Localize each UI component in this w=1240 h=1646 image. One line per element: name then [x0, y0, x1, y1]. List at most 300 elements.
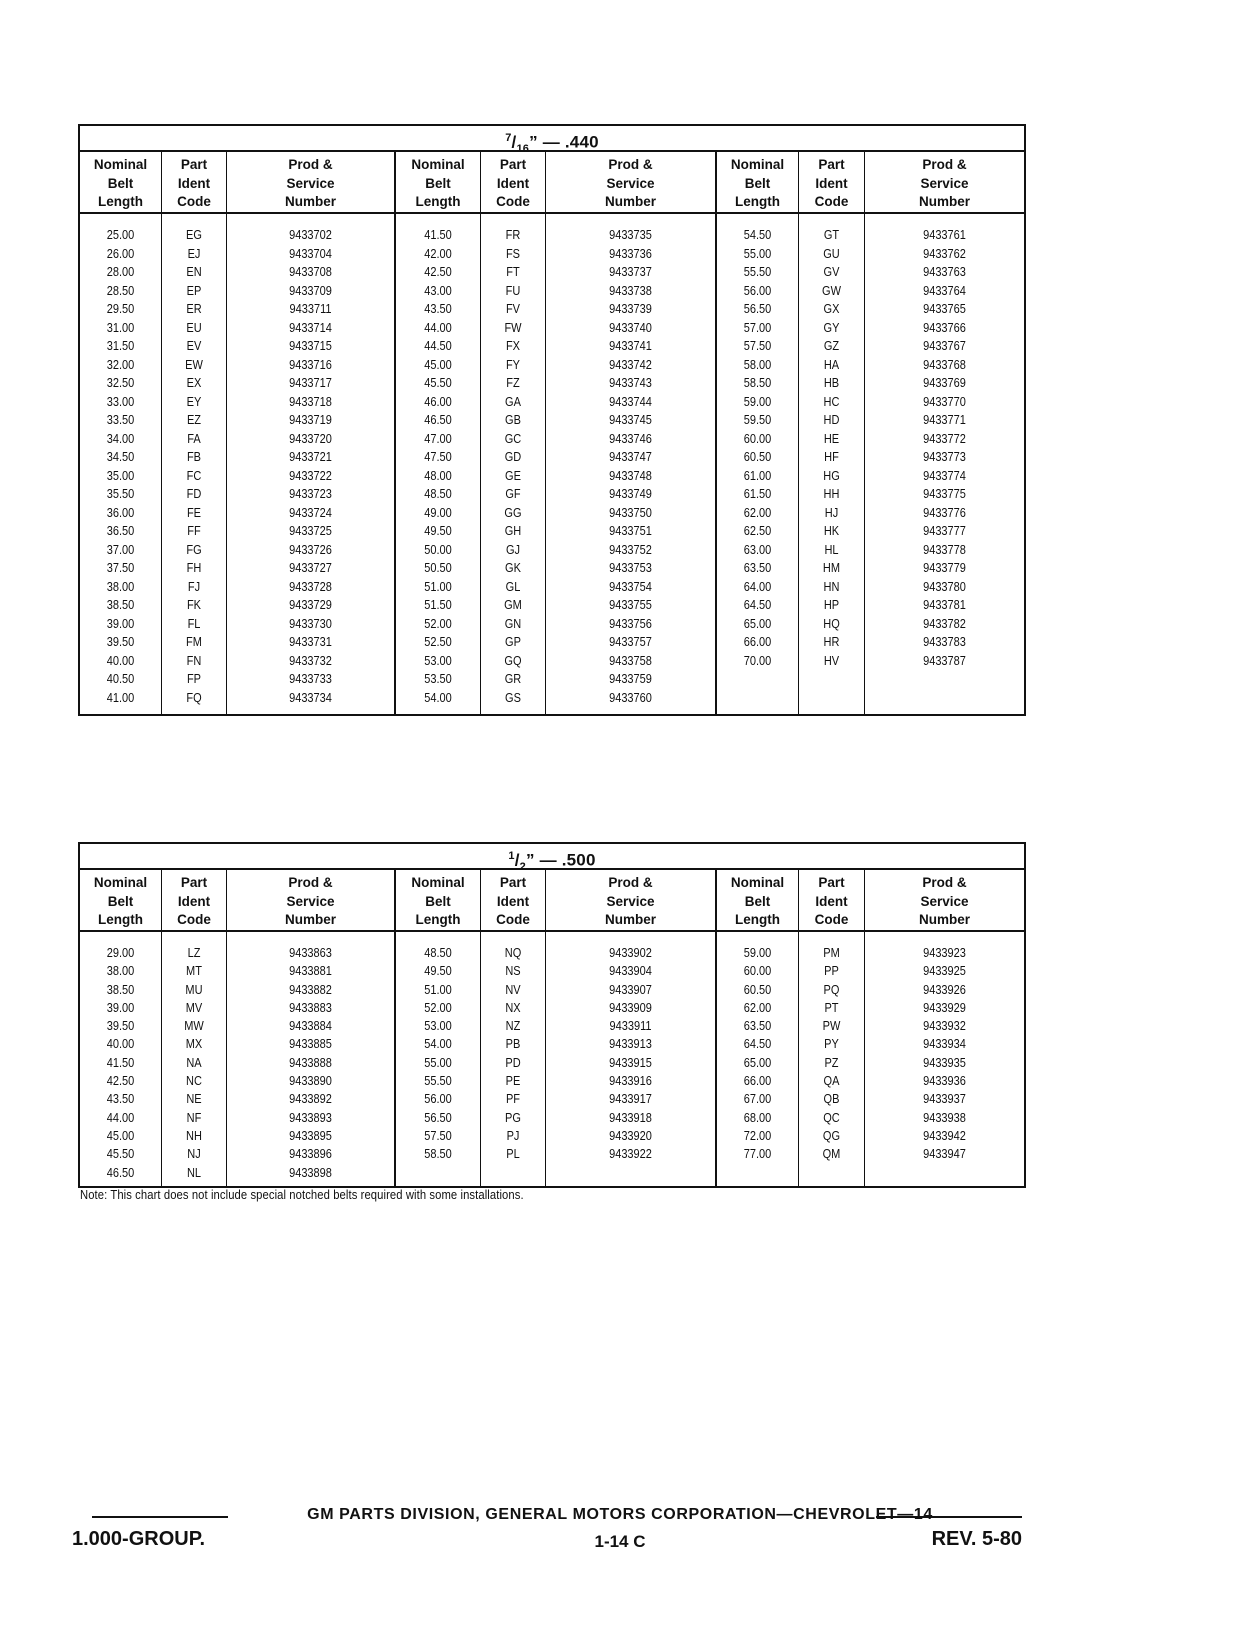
table-cell: 47.50: [424, 450, 452, 464]
table-cell: 32.50: [106, 376, 135, 390]
table-cell: 68.00: [743, 1110, 772, 1125]
table-cell: 9433727: [289, 561, 332, 575]
table-cell: 9433723: [289, 487, 332, 501]
table-cell: PZ: [824, 1055, 839, 1070]
table-cell: PD: [505, 1055, 521, 1070]
table-cell: NH: [186, 1128, 202, 1143]
table-cell: NF: [186, 1110, 202, 1125]
table-cell: 41.50: [106, 1055, 135, 1070]
table-cell: HD: [823, 413, 840, 427]
table-cell: 9433916: [609, 1074, 652, 1089]
table-cell: 9433902: [609, 946, 652, 960]
table-cell: 52.00: [424, 1000, 452, 1015]
table-cell: 38.50: [106, 982, 135, 997]
table-cell: 9433882: [289, 982, 332, 997]
table-cell: GP: [505, 635, 521, 649]
table-cell: 9433890: [289, 1074, 332, 1089]
table-cell: 66.00: [743, 1074, 772, 1089]
table-cell: 33.50: [106, 413, 135, 427]
table-cell: 9433775: [923, 487, 966, 501]
belt-table-7-16: [78, 124, 1026, 716]
column-number: [227, 152, 396, 714]
table-cell: MW: [184, 1019, 204, 1034]
table-cell: 25.00: [106, 228, 135, 242]
table-cell: GW: [822, 283, 841, 298]
table-cell: 60.50: [743, 982, 772, 997]
table-cell: 9433904: [609, 964, 652, 979]
table-cell: EV: [186, 339, 202, 353]
table-cell: HE: [823, 431, 840, 446]
table-cell: 48.00: [424, 468, 452, 483]
table-cell: 9433911: [609, 1019, 652, 1034]
table-cell: 9433741: [609, 339, 652, 353]
table-cell: GX: [823, 302, 840, 316]
table-cell: 9433918: [609, 1110, 652, 1125]
table-columns: [80, 870, 1024, 1186]
table-cell: FD: [186, 487, 202, 501]
table-cell: 46.50: [424, 413, 452, 427]
table-cell: 9433935: [923, 1055, 966, 1070]
table-cell: GU: [823, 246, 840, 261]
table-cell: PW: [822, 1019, 841, 1034]
column-header: Prod & Service Number: [546, 152, 715, 214]
table-cell: 39.50: [106, 635, 135, 649]
table-cell: 9433942: [923, 1128, 966, 1143]
table-cell: 9433767: [923, 339, 966, 353]
table-cell: 9433883: [289, 1000, 332, 1015]
table-cell: 9433756: [609, 616, 652, 631]
column-header: Prod & Service Number: [227, 870, 394, 932]
table-cell: 59.50: [743, 413, 772, 427]
table-cell: 51.00: [424, 982, 452, 997]
table-cell: GR: [504, 672, 522, 686]
table-cell: GJ: [505, 542, 521, 557]
table-cell: GN: [504, 616, 522, 631]
table-cell: 9433734: [289, 690, 332, 705]
table-cell: GZ: [823, 339, 840, 353]
table-cell: 9433748: [609, 468, 652, 483]
table-cell: 9433743: [609, 376, 652, 390]
table-cell: FP: [186, 672, 202, 686]
table-cell: GM: [504, 598, 522, 612]
table-cell: 9433724: [289, 505, 332, 520]
table-cell: 60.00: [743, 431, 772, 446]
column-header: Part Ident Code: [799, 870, 864, 932]
table-cell: 54.00: [424, 690, 452, 705]
table-cell: FJ: [187, 579, 201, 594]
table-cell: PM: [823, 946, 840, 960]
table-cell: HH: [823, 487, 840, 501]
footer-revision: REV. 5-80: [931, 1528, 1022, 1550]
table-cell: 9433776: [923, 505, 966, 520]
table-cell: MT: [186, 964, 202, 979]
table-cell: 9433735: [609, 228, 652, 242]
table-cell: 48.50: [424, 487, 452, 501]
table-cell: 9433711: [289, 302, 332, 316]
table-cell: HV: [823, 653, 840, 668]
table-cell: FS: [505, 246, 521, 261]
table-cell: 9433762: [923, 246, 966, 261]
table-cell: FV: [505, 302, 521, 316]
table-cell: 9433753: [609, 561, 652, 575]
table-cell: 64.50: [743, 598, 772, 612]
column-code: [162, 870, 227, 1186]
table-cell: 9433926: [923, 982, 966, 997]
table-cell: 9433769: [923, 376, 966, 390]
table-cell: 9433896: [289, 1147, 332, 1162]
table-cell: FT: [506, 265, 520, 279]
table-cell: 9433782: [923, 616, 966, 631]
table-cell: 9433720: [289, 431, 332, 446]
column-header: Part Ident Code: [481, 152, 545, 214]
table-cell: 51.50: [424, 598, 452, 612]
table-cell: 46.00: [424, 394, 452, 409]
table-cell: GQ: [504, 653, 522, 668]
table-cell: EZ: [186, 413, 202, 427]
table-cell: 9433718: [289, 394, 332, 409]
table-cell: FQ: [186, 690, 202, 705]
table-cell: 53.50: [424, 672, 452, 686]
column-number: [227, 870, 396, 1186]
table-cell: EG: [186, 228, 202, 242]
table-cell: 9433716: [289, 357, 332, 372]
column-code: [481, 870, 546, 1186]
table-cell: 62.00: [743, 1000, 772, 1015]
table-cell: EW: [185, 357, 203, 372]
column-number: [546, 152, 717, 714]
table-cell: 59.00: [743, 394, 772, 409]
table-cell: 9433925: [923, 964, 966, 979]
table-cell: 9433746: [609, 431, 652, 446]
table-cell: 31.50: [106, 339, 135, 353]
table-cell: 45.50: [106, 1147, 135, 1162]
table-cell: 48.50: [424, 946, 452, 960]
chart-note: Note: This chart does not include special notched belts required with some installations.: [80, 1188, 524, 1202]
table-cell: FG: [186, 542, 202, 557]
table-cell: 42.50: [106, 1074, 135, 1089]
table-cell: 45.00: [106, 1128, 135, 1143]
table-cell: 54.50: [743, 228, 772, 242]
table-cell: 9433709: [289, 283, 332, 298]
column-number: [865, 870, 1024, 1186]
table-cell: FW: [504, 320, 522, 335]
column-length: [396, 870, 481, 1186]
table-cell: 28.50: [106, 283, 135, 298]
table-cell: FH: [186, 561, 202, 575]
table-cell: 9433722: [289, 468, 332, 483]
table-cell: FU: [505, 283, 521, 298]
table-cell: 9433929: [923, 1000, 966, 1015]
table-cell: QA: [823, 1074, 840, 1089]
table-cell: 9433881: [289, 964, 332, 979]
table-cell: 60.50: [743, 450, 772, 464]
table-title: $^1/_2$” — .500: [80, 844, 1024, 870]
table-cell: 56.00: [743, 283, 772, 298]
table-cell: 9433747: [609, 450, 652, 464]
table-cell: FC: [186, 468, 202, 483]
table-cell: 63.00: [743, 542, 772, 557]
table-cell: FX: [505, 339, 521, 353]
table-cell: NE: [186, 1092, 202, 1107]
table-cell: 9433780: [923, 579, 966, 594]
column-length: [80, 870, 162, 1186]
table-cell: 9433888: [289, 1055, 332, 1070]
table-cell: GD: [504, 450, 522, 464]
table-cell: 9433725: [289, 524, 332, 538]
table-cell: 72.00: [743, 1128, 772, 1143]
table-cell: 9433761: [923, 228, 966, 242]
table-cell: FN: [186, 653, 202, 668]
table-cell: 9433760: [609, 690, 652, 705]
table-cell: 67.00: [743, 1092, 772, 1107]
footer-page-number: 1-14 C: [594, 1532, 646, 1551]
table-cell: 55.00: [743, 246, 772, 261]
table-cell: HA: [823, 357, 840, 372]
column-code: [799, 870, 865, 1186]
table-cell: 58.50: [424, 1147, 452, 1162]
table-cell: 9433750: [609, 505, 652, 520]
column-header: Nominal Belt Length: [80, 152, 161, 214]
table-cell: 56.50: [743, 302, 772, 316]
column-header: Nominal Belt Length: [717, 152, 798, 214]
table-cell: 44.00: [106, 1110, 135, 1125]
column-header: Prod & Service Number: [865, 152, 1024, 214]
table-cell: 42.50: [424, 265, 452, 279]
table-cell: 62.50: [743, 524, 772, 538]
table-cell: 49.50: [424, 524, 452, 538]
table-cell: HG: [823, 468, 840, 483]
table-cell: 9433738: [609, 283, 652, 298]
table-cell: 70.00: [743, 653, 772, 668]
table-cell: HJ: [824, 505, 839, 520]
table-cell: 37.50: [106, 561, 135, 575]
table-cell: 31.00: [106, 320, 135, 335]
table-cell: HN: [823, 579, 840, 594]
table-cell: HM: [822, 561, 841, 575]
table-cell: PT: [824, 1000, 839, 1015]
table-cell: 9433884: [289, 1019, 332, 1034]
table-cell: PF: [505, 1092, 521, 1107]
table-cell: NX: [505, 1000, 521, 1015]
column-header: Prod & Service Number: [227, 152, 394, 214]
table-cell: 9433766: [923, 320, 966, 335]
column-length: [80, 152, 162, 714]
table-cell: NA: [186, 1055, 202, 1070]
table-cell: 9433937: [923, 1092, 966, 1107]
table-cell: 9433726: [289, 542, 332, 557]
table-cell: 32.00: [106, 357, 135, 372]
table-cell: 49.00: [424, 505, 452, 520]
table-cell: 62.00: [743, 505, 772, 520]
table-cell: NL: [186, 1165, 202, 1180]
table-cell: FK: [186, 598, 202, 612]
table-cell: NC: [186, 1074, 202, 1089]
table-cell: PQ: [823, 982, 840, 997]
table-cell: 9433749: [609, 487, 652, 501]
table-cell: 9433932: [923, 1019, 966, 1034]
table-cell: GV: [823, 265, 840, 279]
column-code: [162, 152, 227, 714]
table-cell: GA: [505, 394, 521, 409]
table-cell: 9433907: [609, 982, 652, 997]
table-cell: 51.00: [424, 579, 452, 594]
table-cell: 9433787: [923, 653, 966, 668]
table-cell: 43.00: [424, 283, 452, 298]
column-number: [865, 152, 1024, 714]
table-cell: HB: [823, 376, 840, 390]
table-cell: PL: [506, 1147, 520, 1162]
table-cell: 9433893: [289, 1110, 332, 1125]
table-cell: 57.00: [743, 320, 772, 335]
table-cell: 60.00: [743, 964, 772, 979]
table-cell: 9433936: [923, 1074, 966, 1089]
table-cell: EN: [186, 265, 202, 279]
table-cell: NZ: [505, 1019, 521, 1034]
column-header: Nominal Belt Length: [396, 152, 480, 214]
table-cell: 9433779: [923, 561, 966, 575]
table-cell: PY: [824, 1037, 839, 1052]
table-cell: 40.00: [106, 1037, 135, 1052]
table-cell: 9433745: [609, 413, 652, 427]
column-header: Nominal Belt Length: [717, 870, 798, 932]
footer-division: GM PARTS DIVISION, GENERAL MOTORS CORPORATION—CHEVROLET—14: [307, 1506, 933, 1523]
table-cell: LZ: [187, 946, 201, 960]
belt-table-1-2: [78, 842, 1026, 1188]
table-cell: 9433923: [923, 946, 966, 960]
table-cell: 39.50: [106, 1019, 135, 1034]
table-cell: 50.00: [424, 542, 452, 557]
table-cell: 61.50: [743, 487, 772, 501]
table-cell: EU: [186, 320, 202, 335]
table-cell: 9433729: [289, 598, 332, 612]
table-cell: 36.00: [106, 505, 135, 520]
table-cell: FL: [187, 616, 201, 631]
table-cell: 9433708: [289, 265, 332, 279]
column-header: Part Ident Code: [799, 152, 864, 214]
table-cell: 9433754: [609, 579, 652, 594]
table-cell: FR: [505, 228, 521, 242]
table-cell: 45.50: [424, 376, 452, 390]
table-cell: 9433895: [289, 1128, 332, 1143]
table-cell: GF: [505, 487, 521, 501]
table-cell: GH: [504, 524, 522, 538]
table-cell: 43.50: [424, 302, 452, 316]
table-cell: 58.00: [743, 357, 772, 372]
table-cell: 9433704: [289, 246, 332, 261]
table-cell: 9433719: [289, 413, 332, 427]
table-cell: 9433783: [923, 635, 966, 649]
table-cell: 9433922: [609, 1147, 652, 1162]
table-cell: 40.50: [106, 672, 135, 686]
table-cell: 52.00: [424, 616, 452, 631]
table-cell: NV: [505, 982, 521, 997]
table-cell: 9433739: [609, 302, 652, 316]
table-cell: QB: [823, 1092, 840, 1107]
table-cell: 46.50: [106, 1165, 135, 1180]
table-cell: 9433763: [923, 265, 966, 279]
column-code: [799, 152, 865, 714]
table-cell: 57.50: [424, 1128, 452, 1143]
table-cell: 9433885: [289, 1037, 332, 1052]
table-cell: FY: [505, 357, 521, 372]
table-cell: EY: [186, 394, 202, 409]
table-cell: 9433755: [609, 598, 652, 612]
table-cell: 9433733: [289, 672, 332, 686]
table-cell: MV: [185, 1000, 203, 1015]
table-cell: 9433765: [923, 302, 966, 316]
table-cell: 9433938: [923, 1110, 966, 1125]
table-title: $^7/_{16}$” — .440: [80, 126, 1024, 152]
column-header: Prod & Service Number: [865, 870, 1024, 932]
column-length: [717, 152, 799, 714]
table-cell: 66.00: [743, 635, 772, 649]
table-cell: 35.00: [106, 468, 135, 483]
table-cell: ER: [186, 302, 202, 316]
table-cell: 9433702: [289, 228, 332, 242]
table-cell: 9433777: [923, 524, 966, 538]
table-cell: 9433751: [609, 524, 652, 538]
column-header: Prod & Service Number: [546, 870, 715, 932]
table-cell: 41.00: [106, 690, 135, 705]
table-cell: 63.50: [743, 1019, 772, 1034]
table-cell: 9433744: [609, 394, 652, 409]
table-cell: 56.50: [424, 1110, 452, 1125]
table-cell: GY: [823, 320, 840, 335]
table-cell: HQ: [823, 616, 840, 631]
table-cell: FE: [186, 505, 202, 520]
table-cell: 55.50: [743, 265, 772, 279]
table-cell: 37.00: [106, 542, 135, 557]
column-length: [717, 870, 799, 1186]
table-cell: 9433757: [609, 635, 652, 649]
table-cell: FF: [187, 524, 201, 538]
table-cell: 52.50: [424, 635, 452, 649]
table-cell: 49.50: [424, 964, 452, 979]
table-cell: 59.00: [743, 946, 772, 960]
column-header: Part Ident Code: [162, 152, 226, 214]
column-number: [546, 870, 717, 1186]
table-cell: 9433898: [289, 1165, 332, 1180]
table-cell: 9433774: [923, 468, 966, 483]
table-cell: 53.00: [424, 1019, 452, 1034]
column-code: [481, 152, 546, 714]
table-cell: 34.50: [106, 450, 135, 464]
table-cell: NQ: [504, 946, 522, 960]
table-cell: 41.50: [424, 228, 452, 242]
table-cell: 9433934: [923, 1037, 966, 1052]
table-cell: 9433917: [609, 1092, 652, 1107]
table-cell: 9433920: [609, 1128, 652, 1143]
table-cell: 65.00: [743, 1055, 772, 1070]
table-cell: 9433758: [609, 653, 652, 668]
table-cell: 54.00: [424, 1037, 452, 1052]
table-cell: 40.00: [106, 653, 135, 668]
table-columns: [80, 152, 1024, 714]
table-cell: FM: [186, 635, 202, 649]
table-cell: FZ: [506, 376, 520, 390]
table-cell: 9433909: [609, 1000, 652, 1015]
table-cell: PP: [824, 964, 839, 979]
table-cell: QM: [822, 1147, 841, 1162]
table-cell: HK: [823, 524, 840, 538]
table-cell: 9433752: [609, 542, 652, 557]
table-cell: GL: [505, 579, 521, 594]
table-cell: 61.00: [743, 468, 772, 483]
column-header: Nominal Belt Length: [80, 870, 161, 932]
table-cell: 9433721: [289, 450, 332, 464]
table-cell: 53.00: [424, 653, 452, 668]
table-cell: PB: [505, 1037, 521, 1052]
